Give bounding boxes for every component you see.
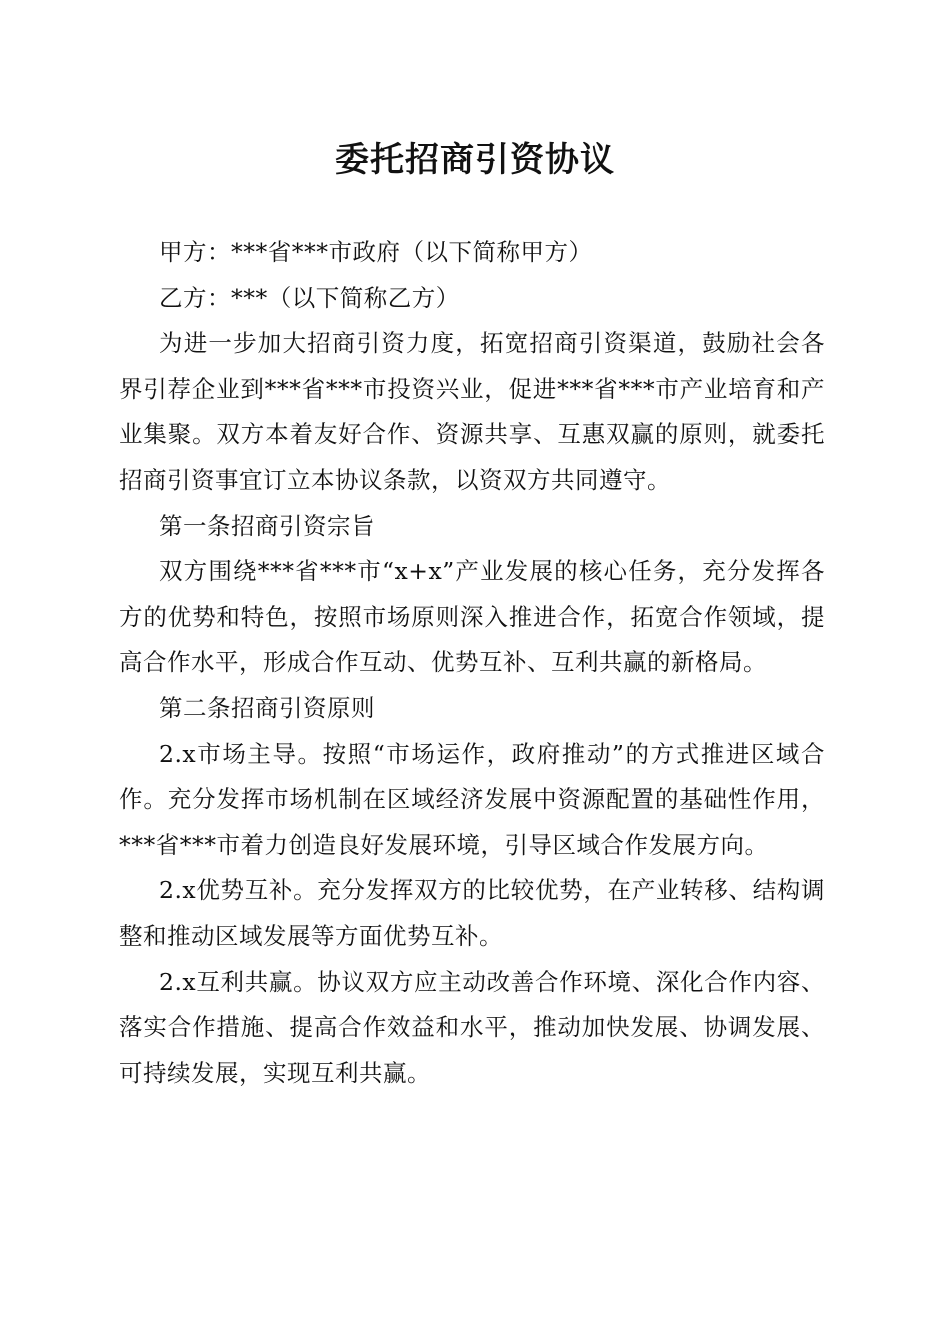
article-2-item-market: 2.x市场主导。按照“市场运作，政府推动”的方式推进区域合作。充分发挥市场机制在区域经济发展中资源配置的基础性作用，***省***市着力创造良好发展环境，引导区域合作发展方向。: [119, 739, 825, 859]
article-1-paragraph: 双方围绕***省***市“x+x”产业发展的核心任务，充分发挥各方的优势和特色，按照市场原则深入推进合作，拓宽合作领域，提高合作水平，形成合作互动、优势互补、互利共赢的新格局。: [119, 557, 825, 677]
party-a-line: 甲方：***省***市政府（以下简称甲方）: [159, 238, 593, 266]
article-2-heading: 第二条招商引资原则: [159, 693, 375, 722]
document-title: 委托招商引资协议: [335, 140, 615, 180]
article-2-item-complement: 2.x优势互补。充分发挥双方的比较优势，在产业转移、结构调整和推动区域发展等方面优势互补。: [119, 876, 825, 950]
article-1-heading: 第一条招商引资宗旨: [159, 511, 375, 540]
article-2-item-win-win: 2.x互利共赢。协议双方应主动改善合作环境、深化合作内容、落实合作措施、提高合作效益和水平，推动加快发展、协调发展、可持续发展，实现互利共赢。: [119, 967, 825, 1087]
document-body: [119, 230, 825, 1096]
preamble-paragraph: 为进一步加大招商引资力度，拓宽招商引资渠道，鼓励社会各界引荐企业到***省***市投资兴业，促进***省***市产业培育和产业集聚。双方本着友好合作、资源共享、互惠双赢的原则，就委托招商引资事宜订立本协议条款，以资双方共同遵守。: [119, 329, 825, 494]
party-b-line: 乙方：***（以下简称乙方）: [159, 283, 460, 312]
